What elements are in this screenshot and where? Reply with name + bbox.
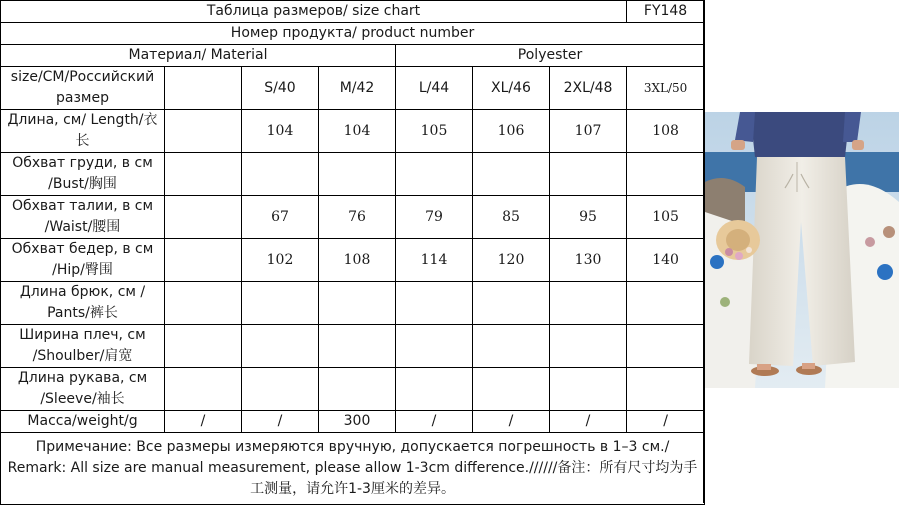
weight-cell: / xyxy=(165,411,242,433)
measurement-value xyxy=(550,368,627,411)
size-header-cell: XL/46 xyxy=(473,67,550,110)
measurement-value: 108 xyxy=(627,110,705,153)
measurement-value: 120 xyxy=(473,239,550,282)
measurement-label: Длина брюк, см / Pants/裤长 xyxy=(1,282,165,325)
measurement-row xyxy=(1,153,705,196)
measurement-value xyxy=(627,325,705,368)
measurement-row xyxy=(1,110,705,153)
measurement-value: 140 xyxy=(627,239,705,282)
measurement-value xyxy=(319,368,396,411)
measurement-row xyxy=(1,282,705,325)
note-english-chinese: Remark: All size are manual measurement, please allow 1-3cm difference.//////备注：所有尺寸均为手工测量，请允许1-3厘米的差异。 xyxy=(7,460,698,497)
size-header-blank xyxy=(165,67,242,110)
measurement-value: 107 xyxy=(550,110,627,153)
measurement-label: Обхват бедер, в см /Hip/臀围 xyxy=(1,239,165,282)
measurement-label: Обхват талии, в см /Waist/腰围 xyxy=(1,196,165,239)
weight-label: Масса/weight/g xyxy=(1,411,165,433)
size-header-cell: 2XL/48 xyxy=(550,67,627,110)
blank-cell xyxy=(165,368,242,411)
blank-cell xyxy=(165,196,242,239)
measurement-value xyxy=(473,153,550,196)
measurement-value xyxy=(396,325,473,368)
measurement-value xyxy=(242,325,319,368)
blank-cell xyxy=(165,282,242,325)
weight-cell: 300 xyxy=(319,411,396,433)
measurement-value xyxy=(396,282,473,325)
size-header-label: size/CM/Российский размер xyxy=(1,67,165,110)
measurement-row xyxy=(1,239,705,282)
measurement-rows xyxy=(1,110,705,411)
measurement-value xyxy=(473,325,550,368)
measurement-value: 104 xyxy=(242,110,319,153)
measurement-value xyxy=(319,153,396,196)
measurement-value xyxy=(319,325,396,368)
measurement-label: Обхват груди, в см /Bust/胸围 xyxy=(1,153,165,196)
size-header-row xyxy=(1,67,705,110)
table-right-border xyxy=(703,0,704,503)
measurement-value xyxy=(242,282,319,325)
measurement-row xyxy=(1,196,705,239)
size-header-cell: M/42 xyxy=(319,67,396,110)
measurement-value xyxy=(627,282,705,325)
chart-title: Таблица размеров/ size chart xyxy=(1,1,627,23)
measurement-value: 104 xyxy=(319,110,396,153)
measurement-value: 105 xyxy=(396,110,473,153)
weight-cell: / xyxy=(473,411,550,433)
measurement-label: Длина, см/ Length/衣长 xyxy=(1,110,165,153)
measurement-value xyxy=(242,368,319,411)
measurement-value: 102 xyxy=(242,239,319,282)
measurement-value: 79 xyxy=(396,196,473,239)
measurement-value: 114 xyxy=(396,239,473,282)
blank-cell xyxy=(165,239,242,282)
material-label: Материал/ Material xyxy=(1,45,396,67)
measurement-value xyxy=(319,282,396,325)
material-row xyxy=(1,45,705,67)
product-code: FY148 xyxy=(627,1,705,23)
measurement-value: 76 xyxy=(319,196,396,239)
size-header-cell: S/40 xyxy=(242,67,319,110)
measurement-value: 108 xyxy=(319,239,396,282)
measurement-value xyxy=(550,153,627,196)
measurement-row xyxy=(1,368,705,411)
product-number-row xyxy=(1,23,705,45)
notes-row xyxy=(1,433,705,505)
blank-cell xyxy=(165,153,242,196)
weight-cell: / xyxy=(396,411,473,433)
measurement-value xyxy=(627,368,705,411)
weight-row xyxy=(1,411,705,433)
weight-cell: / xyxy=(627,411,705,433)
title-row xyxy=(1,1,705,23)
measurement-value xyxy=(550,282,627,325)
weight-cell: / xyxy=(242,411,319,433)
measurement-label: Ширина плеч, см /Shoulber/肩宽 xyxy=(1,325,165,368)
measurement-value: 85 xyxy=(473,196,550,239)
measurement-value xyxy=(473,282,550,325)
measurement-value: 130 xyxy=(550,239,627,282)
size-header-cell: L/44 xyxy=(396,67,473,110)
measurement-label: Длина рукава, см /Sleeve/袖长 xyxy=(1,368,165,411)
measurement-value xyxy=(242,153,319,196)
measurement-row xyxy=(1,325,705,368)
blank-cell xyxy=(165,110,242,153)
measurement-value xyxy=(396,368,473,411)
measurement-value: 95 xyxy=(550,196,627,239)
measurement-value: 106 xyxy=(473,110,550,153)
material-value: Polyester xyxy=(396,45,705,67)
note-russian: Примечание: Все размеры измеряются вручную, допускается погрешность в 1–3 см./ xyxy=(35,439,670,455)
product-photo xyxy=(705,112,899,388)
measurement-value: 105 xyxy=(627,196,705,239)
notes-cell xyxy=(1,433,705,505)
size-header-cell: 3XL/50 xyxy=(627,67,705,110)
measurement-value xyxy=(396,153,473,196)
measurement-value xyxy=(473,368,550,411)
measurement-value: 67 xyxy=(242,196,319,239)
product-number-label: Номер продукта/ product number xyxy=(1,23,705,45)
measurement-value xyxy=(627,153,705,196)
blank-cell xyxy=(165,325,242,368)
measurement-value xyxy=(550,325,627,368)
weight-cell: / xyxy=(550,411,627,433)
